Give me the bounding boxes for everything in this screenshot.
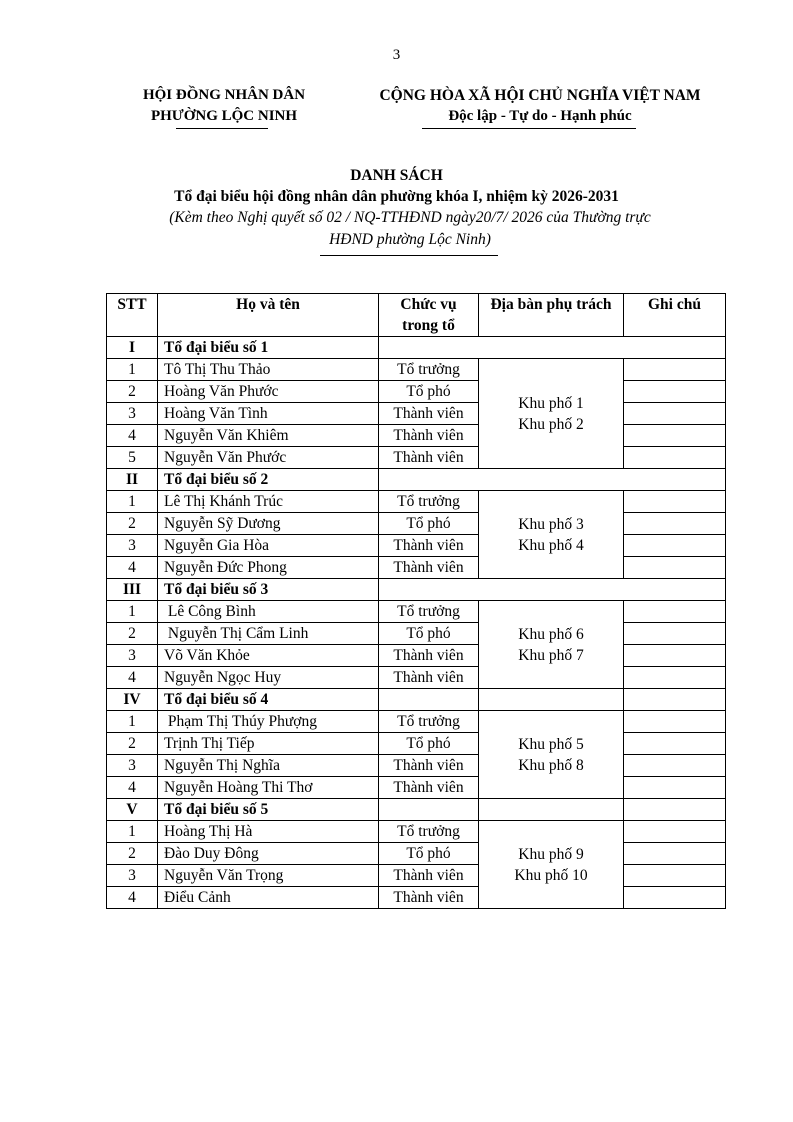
member-notes <box>624 755 726 777</box>
table-row <box>107 843 726 865</box>
group-role-cell <box>379 689 479 711</box>
group-numeral: III <box>107 579 158 601</box>
column-header-stt: STT <box>107 294 158 337</box>
member-notes <box>624 381 726 403</box>
table-row <box>107 601 726 623</box>
member-notes <box>624 733 726 755</box>
member-stt: 3 <box>107 755 158 777</box>
member-name: Nguyễn Thị Cẩm Linh <box>158 623 379 645</box>
member-stt: 4 <box>107 667 158 689</box>
group-area-cell <box>479 689 624 711</box>
assigned-area-line-1: Khu phố 5 <box>518 735 584 753</box>
assigned-area-line-2: Khu phố 10 <box>514 866 588 884</box>
group-name: Tổ đại biểu số 1 <box>158 337 379 359</box>
group-numeral: IV <box>107 689 158 711</box>
member-name: Võ Văn Khỏe <box>158 645 379 667</box>
group-role-cell <box>379 579 726 601</box>
table-row <box>107 887 726 909</box>
country-name: CỘNG HÒA XÃ HỘI CHỦ NGHĨA VIỆT NAM <box>379 87 701 104</box>
member-stt: 1 <box>107 491 158 513</box>
column-header-notes: Ghi chú <box>624 294 726 337</box>
member-notes <box>624 535 726 557</box>
organization-name: HỘI ĐỒNG NHÂN DÂN <box>142 87 306 103</box>
member-role: Thành viên <box>379 887 479 909</box>
table-row <box>107 513 726 535</box>
member-name: Nguyễn Hoàng Thi Thơ <box>158 777 379 799</box>
member-stt: 3 <box>107 865 158 887</box>
member-name: Hoàng Văn Tình <box>158 403 379 425</box>
document-title-block <box>0 165 793 207</box>
member-name: Nguyễn Thị Nghĩa <box>158 755 379 777</box>
member-stt: 3 <box>107 403 158 425</box>
member-role: Tổ trưởng <box>379 359 479 381</box>
member-notes <box>624 359 726 381</box>
member-stt: 4 <box>107 887 158 909</box>
ward-name: PHƯỜNG LỘC NINH <box>150 108 298 124</box>
member-role: Thành viên <box>379 667 479 689</box>
member-stt: 4 <box>107 777 158 799</box>
member-role: Thành viên <box>379 403 479 425</box>
assigned-area-line-1: Khu phố 6 <box>518 625 584 643</box>
assigned-area-line-1: Khu phố 9 <box>518 845 584 863</box>
reference-note-line-1: (Kèm theo Nghị quyết số 02 / NQ-TTHĐND ngày20/7/ 2026 của Thường trực <box>169 209 651 226</box>
member-role: Thành viên <box>379 447 479 469</box>
member-notes <box>624 711 726 733</box>
member-notes <box>624 425 726 447</box>
group-role-cell <box>379 469 726 491</box>
assigned-area-line-2: Khu phố 8 <box>518 756 584 774</box>
member-role: Thành viên <box>379 755 479 777</box>
member-name: Nguyễn Văn Khiêm <box>158 425 379 447</box>
member-notes <box>624 623 726 645</box>
member-stt: 2 <box>107 623 158 645</box>
member-name: Nguyễn Gia Hòa <box>158 535 379 557</box>
assigned-area-line-2: Khu phố 2 <box>518 415 584 433</box>
member-notes <box>624 491 726 513</box>
group-header-row <box>107 579 726 601</box>
member-notes <box>624 513 726 535</box>
table-row <box>107 865 726 887</box>
national-motto: Độc lập - Tự do - Hạnh phúc <box>448 108 632 124</box>
table-row <box>107 403 726 425</box>
group-notes-cell <box>624 689 726 711</box>
member-stt: 1 <box>107 821 158 843</box>
member-role: Tổ trưởng <box>379 821 479 843</box>
table-row <box>107 623 726 645</box>
member-role: Thành viên <box>379 557 479 579</box>
group-name: Tổ đại biểu số 5 <box>158 799 379 821</box>
issuing-organization <box>112 85 336 127</box>
member-notes <box>624 645 726 667</box>
member-role: Thành viên <box>379 645 479 667</box>
member-name: Nguyễn Sỹ Dương <box>158 513 379 535</box>
member-name: Hoàng Thị Hà <box>158 821 379 843</box>
member-stt: 1 <box>107 711 158 733</box>
table-row <box>107 755 726 777</box>
table-row <box>107 447 726 469</box>
member-role: Tổ phó <box>379 843 479 865</box>
member-name: Đào Duy Đông <box>158 843 379 865</box>
column-header-role: Chức vụ trong tổ <box>379 294 479 337</box>
member-role: Thành viên <box>379 865 479 887</box>
note-underline <box>320 255 498 256</box>
document-title: DANH SÁCH <box>350 167 443 184</box>
column-header-area: Địa bàn phụ trách <box>479 294 624 337</box>
group-notes-cell <box>624 799 726 821</box>
member-notes <box>624 821 726 843</box>
member-notes <box>624 865 726 887</box>
member-role: Thành viên <box>379 425 479 447</box>
member-stt: 1 <box>107 359 158 381</box>
member-notes <box>624 447 726 469</box>
member-stt: 3 <box>107 535 158 557</box>
organization-underline <box>176 128 268 129</box>
national-heading <box>345 85 735 127</box>
assigned-area-line-1: Khu phố 3 <box>518 515 584 533</box>
member-stt: 2 <box>107 733 158 755</box>
member-stt: 1 <box>107 601 158 623</box>
assigned-area <box>479 491 624 579</box>
member-stt: 2 <box>107 843 158 865</box>
member-name: Phạm Thị Thúy Phượng <box>158 711 379 733</box>
group-numeral: V <box>107 799 158 821</box>
group-name: Tổ đại biểu số 2 <box>158 469 379 491</box>
member-name: Lê Thị Khánh Trúc <box>158 491 379 513</box>
motto-underline <box>422 128 636 129</box>
group-numeral: II <box>107 469 158 491</box>
member-notes <box>624 601 726 623</box>
member-name: Nguyễn Ngọc Huy <box>158 667 379 689</box>
group-header-row <box>107 337 726 359</box>
table-body <box>107 337 726 909</box>
assigned-area-line-2: Khu phố 4 <box>518 536 584 554</box>
table-row <box>107 535 726 557</box>
member-stt: 2 <box>107 513 158 535</box>
member-role: Tổ phó <box>379 381 479 403</box>
column-header-name: Họ và tên <box>158 294 379 337</box>
member-name: Nguyễn Đức Phong <box>158 557 379 579</box>
table-row <box>107 777 726 799</box>
member-notes <box>624 843 726 865</box>
table-row <box>107 557 726 579</box>
member-name: Điểu Cảnh <box>158 887 379 909</box>
member-name: Tô Thị Thu Thảo <box>158 359 379 381</box>
member-role: Tổ phó <box>379 513 479 535</box>
member-role: Tổ trưởng <box>379 491 479 513</box>
group-header-row <box>107 469 726 491</box>
table-row <box>107 667 726 689</box>
assigned-area <box>479 711 624 799</box>
table-header-row <box>107 294 726 337</box>
group-name: Tổ đại biểu số 3 <box>158 579 379 601</box>
member-role: Thành viên <box>379 535 479 557</box>
member-stt: 2 <box>107 381 158 403</box>
delegate-group-table <box>106 293 726 909</box>
table-row <box>107 821 726 843</box>
assigned-area <box>479 601 624 689</box>
table-row <box>107 359 726 381</box>
table-row <box>107 491 726 513</box>
page-number: 3 <box>392 47 401 63</box>
group-name: Tổ đại biểu số 4 <box>158 689 379 711</box>
member-name: Nguyễn Văn Phước <box>158 447 379 469</box>
member-name: Lê Công Bình <box>158 601 379 623</box>
reference-note-line-2: HĐND phường Lộc Ninh) <box>329 231 491 248</box>
member-stt: 4 <box>107 557 158 579</box>
table-row <box>107 381 726 403</box>
member-notes <box>624 667 726 689</box>
group-header-row <box>107 689 726 711</box>
table-row <box>107 645 726 667</box>
group-role-cell <box>379 799 479 821</box>
member-name: Hoàng Văn Phước <box>158 381 379 403</box>
table-row <box>107 711 726 733</box>
assigned-area <box>479 359 624 469</box>
document-reference-note <box>110 207 710 251</box>
assigned-area-line-2: Khu phố 7 <box>518 646 584 664</box>
group-numeral: I <box>107 337 158 359</box>
member-stt: 4 <box>107 425 158 447</box>
assigned-area <box>479 821 624 909</box>
group-header-row <box>107 799 726 821</box>
member-role: Tổ trưởng <box>379 601 479 623</box>
member-notes <box>624 777 726 799</box>
member-name: Nguyễn Văn Trọng <box>158 865 379 887</box>
member-name: Trịnh Thị Tiếp <box>158 733 379 755</box>
member-role: Thành viên <box>379 777 479 799</box>
member-role: Tổ phó <box>379 733 479 755</box>
assigned-area-line-1: Khu phố 1 <box>518 394 584 412</box>
member-stt: 5 <box>107 447 158 469</box>
member-notes <box>624 887 726 909</box>
table-row <box>107 733 726 755</box>
member-role: Tổ phó <box>379 623 479 645</box>
member-notes <box>624 557 726 579</box>
member-notes <box>624 403 726 425</box>
group-area-cell <box>479 799 624 821</box>
group-role-cell <box>379 337 726 359</box>
table-row <box>107 425 726 447</box>
document-subtitle: Tổ đại biểu hội đồng nhân dân phường khóa I, nhiệm kỳ 2026-2031 <box>174 188 619 205</box>
member-stt: 3 <box>107 645 158 667</box>
member-role: Tổ trưởng <box>379 711 479 733</box>
